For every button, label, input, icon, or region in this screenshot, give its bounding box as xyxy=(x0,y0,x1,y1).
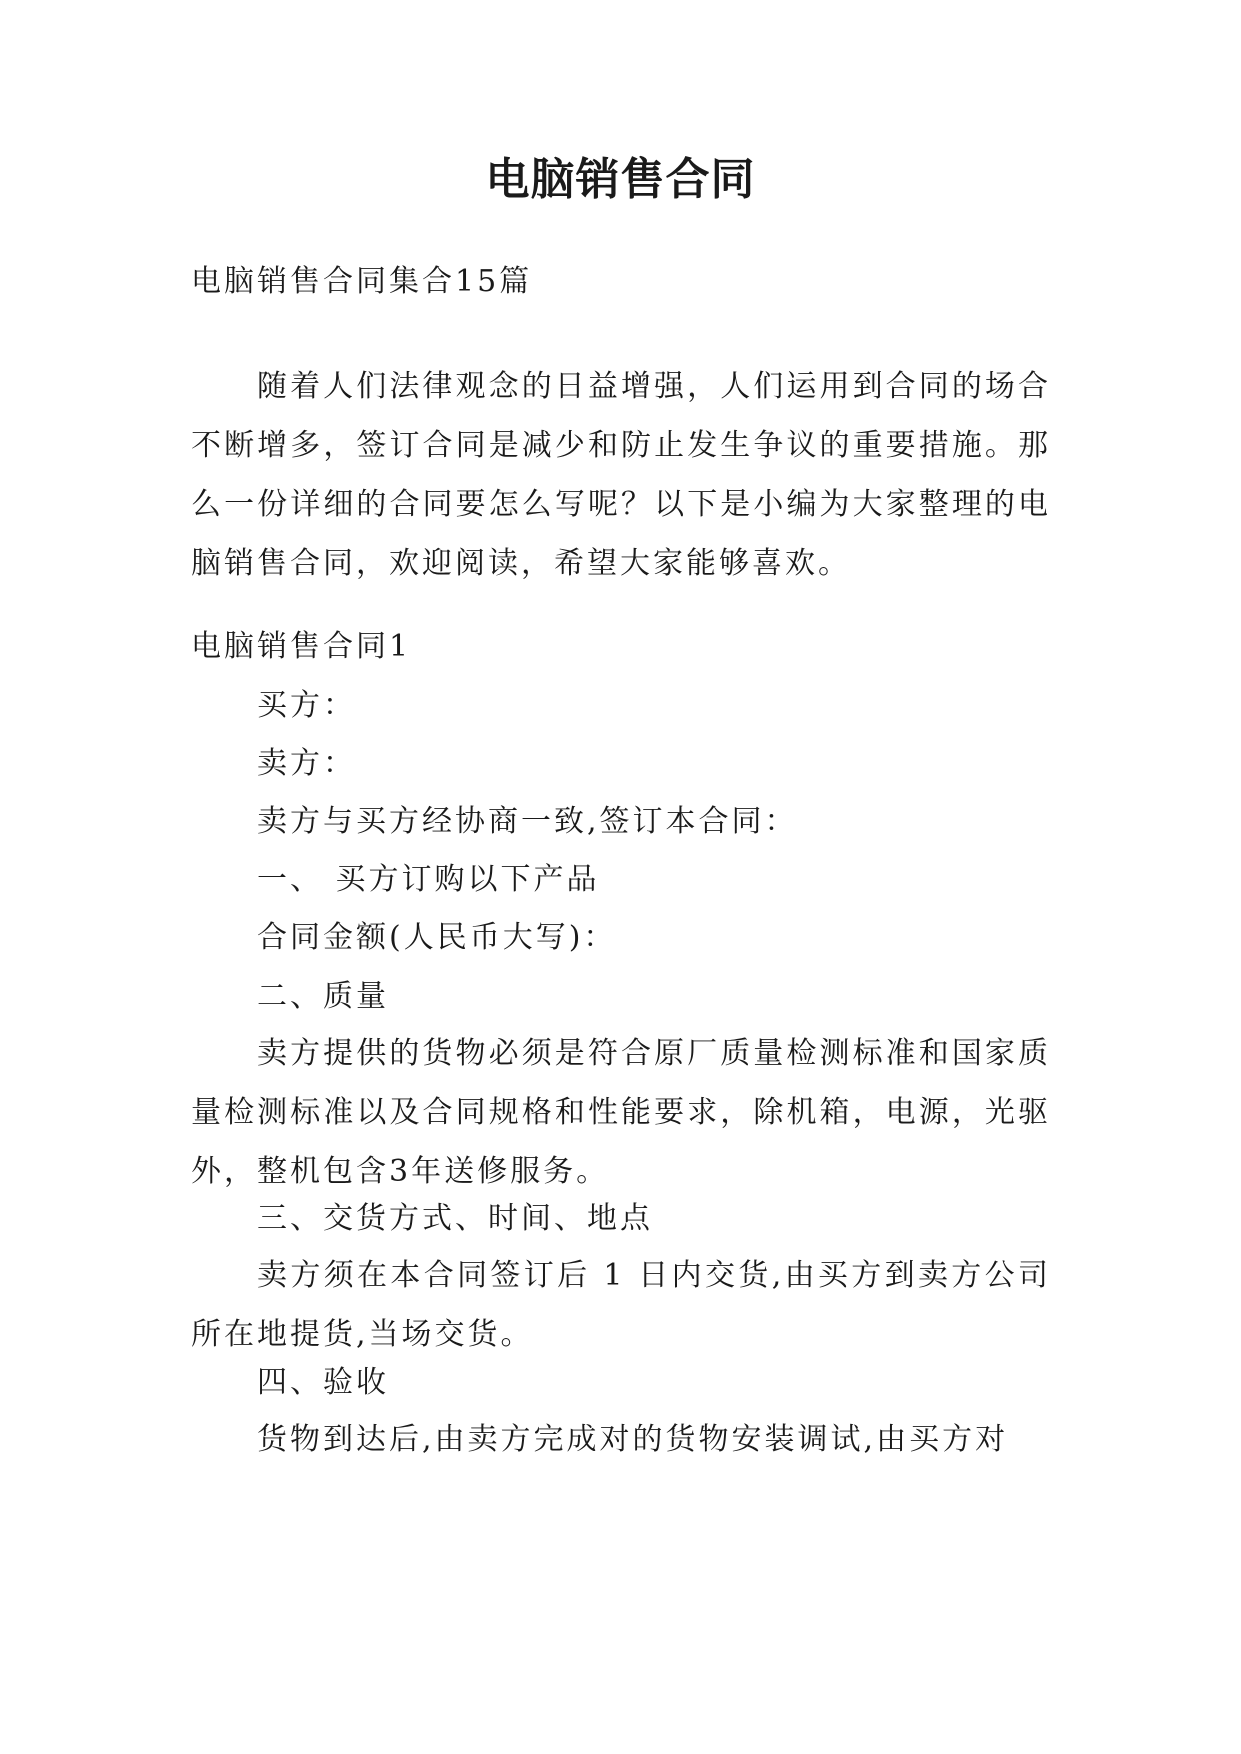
document-subtitle: 电脑销售合同集合15篇 xyxy=(191,264,533,299)
intro-paragraph: 随着人们法律观念的日益增强，人们运用到合同的场合不断增多，签订合同是减少和防止发生争议的重要措施。那么一份详细的合同要怎么写呢？以下是小编为大家整理的电脑销售合同，欢迎阅读，希望大家能够喜欢。 xyxy=(191,369,1051,581)
clause-1-heading: 一、 买方订购以下产品 xyxy=(257,862,600,897)
clause-4-text: 货物到达后,由卖方完成对的货物安装调试,由买方对 xyxy=(257,1422,1009,1457)
buyer-label: 买方： xyxy=(257,688,356,723)
seller-label: 卖方： xyxy=(257,746,356,781)
document-title: 电脑销售合同 xyxy=(485,154,756,205)
clause-3-text: 卖方须在本合同签订后 1 日内交货,由买方到卖方公司所在地提货,当场交货。 xyxy=(191,1258,1051,1352)
contract-amount-label: 合同金额(人民币大写)： xyxy=(257,920,617,955)
agreement-statement: 卖方与买方经协商一致,签订本合同： xyxy=(257,804,798,839)
section-heading: 电脑销售合同1 xyxy=(191,629,412,664)
clause-3-heading: 三、交货方式、时间、地点 xyxy=(257,1201,653,1236)
clause-2-heading: 二、质量 xyxy=(257,979,389,1014)
clause-4-heading: 四、验收 xyxy=(257,1365,389,1400)
clause-2-text: 卖方提供的货物必须是符合原厂质量检测标准和国家质量检测标准以及合同规格和性能要求，除机箱，电源，光驱外，整机包含3年送修服务。 xyxy=(191,1036,1051,1189)
